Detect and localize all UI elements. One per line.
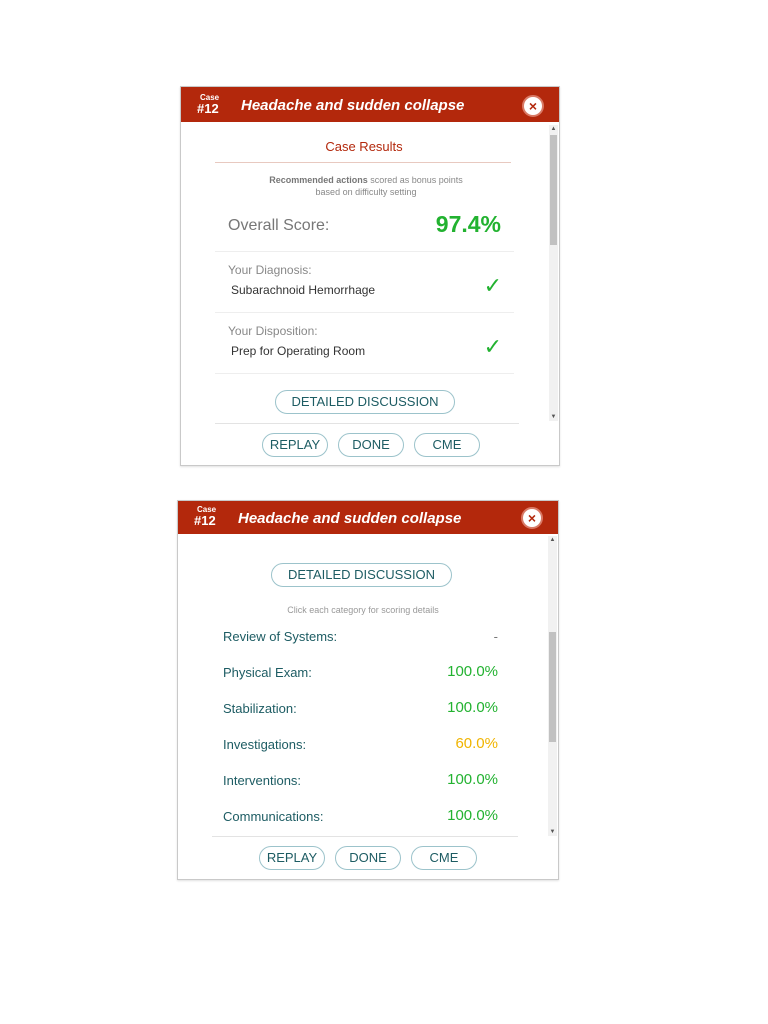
category-communications[interactable]: Communications:: [223, 809, 324, 824]
overall-score-value: 97.4%: [435, 211, 501, 237]
divider: [215, 312, 514, 313]
done-button[interactable]: DONE: [338, 433, 404, 457]
detailed-discussion-button[interactable]: DETAILED DISCUSSION: [275, 390, 455, 414]
case-number: #12: [197, 101, 219, 116]
check-icon: ✓: [483, 273, 502, 298]
divider: [215, 251, 514, 252]
scrollbar[interactable]: [548, 536, 557, 836]
scroll-down-icon[interactable]: ▼: [549, 829, 556, 835]
category-hint: Click each category for scoring details: [287, 605, 439, 615]
diagnosis-value: Subarachnoid Hemorrhage: [231, 283, 376, 297]
category-score: 100.0%: [447, 663, 498, 680]
dialog-title: Headache and sudden collapse: [241, 97, 465, 114]
note-line-2: based on difficulty setting: [315, 187, 417, 197]
note-bold: Recommended actions: [269, 175, 368, 185]
category-score: 100.0%: [447, 807, 498, 824]
case-number: #12: [194, 513, 216, 528]
divider: [215, 373, 514, 374]
scrollbar-thumb[interactable]: [550, 135, 557, 245]
scrollbar-thumb[interactable]: [549, 632, 556, 742]
replay-button[interactable]: REPLAY: [259, 846, 325, 870]
note-text: scored as bonus points: [367, 175, 463, 185]
detailed-discussion-button[interactable]: DETAILED DISCUSSION: [271, 563, 452, 587]
footer-divider: [215, 423, 519, 424]
scrollbar[interactable]: [549, 125, 558, 421]
disposition-value: Prep for Operating Room: [231, 344, 366, 358]
category-score: 60.0%: [455, 735, 498, 752]
case-label: Case: [197, 505, 217, 514]
done-button[interactable]: DONE: [335, 846, 401, 870]
dialog-header: [178, 501, 558, 534]
category-physical-exam[interactable]: Physical Exam:: [223, 665, 312, 680]
scoring-note: [241, 174, 491, 198]
category-score: -: [493, 629, 498, 644]
case-results-dialog: [180, 86, 560, 466]
scroll-up-icon[interactable]: ▲: [549, 537, 556, 543]
check-icon: ✓: [483, 334, 502, 359]
scroll-down-icon[interactable]: ▼: [550, 414, 557, 420]
cme-button[interactable]: CME: [411, 846, 477, 870]
close-icon: ×: [528, 98, 538, 114]
replay-button[interactable]: REPLAY: [262, 433, 328, 457]
scroll-up-icon[interactable]: ▲: [550, 126, 557, 132]
case-label: Case: [200, 93, 220, 102]
category-investigations[interactable]: Investigations:: [223, 737, 307, 752]
category-score: 100.0%: [447, 771, 498, 788]
footer-divider: [212, 836, 518, 837]
close-button[interactable]: [521, 507, 543, 529]
category-interventions[interactable]: Interventions:: [223, 773, 302, 788]
dialog-title: Headache and sudden collapse: [238, 510, 462, 527]
overall-score-label: Overall Score:: [228, 217, 330, 234]
category-stabilization[interactable]: Stabilization:: [223, 701, 297, 716]
close-icon: ×: [527, 510, 537, 526]
results-heading: Case Results: [325, 139, 403, 154]
disposition-label: Your Disposition:: [228, 324, 318, 338]
dialog-header: [181, 87, 559, 122]
diagnosis-label: Your Diagnosis:: [228, 263, 312, 277]
detailed-discussion-dialog: [177, 500, 559, 880]
close-button[interactable]: [522, 95, 544, 117]
cme-button[interactable]: CME: [414, 433, 480, 457]
category-score: 100.0%: [447, 699, 498, 716]
category-review-of-systems[interactable]: Review of Systems:: [223, 629, 338, 644]
heading-divider: [215, 162, 511, 163]
